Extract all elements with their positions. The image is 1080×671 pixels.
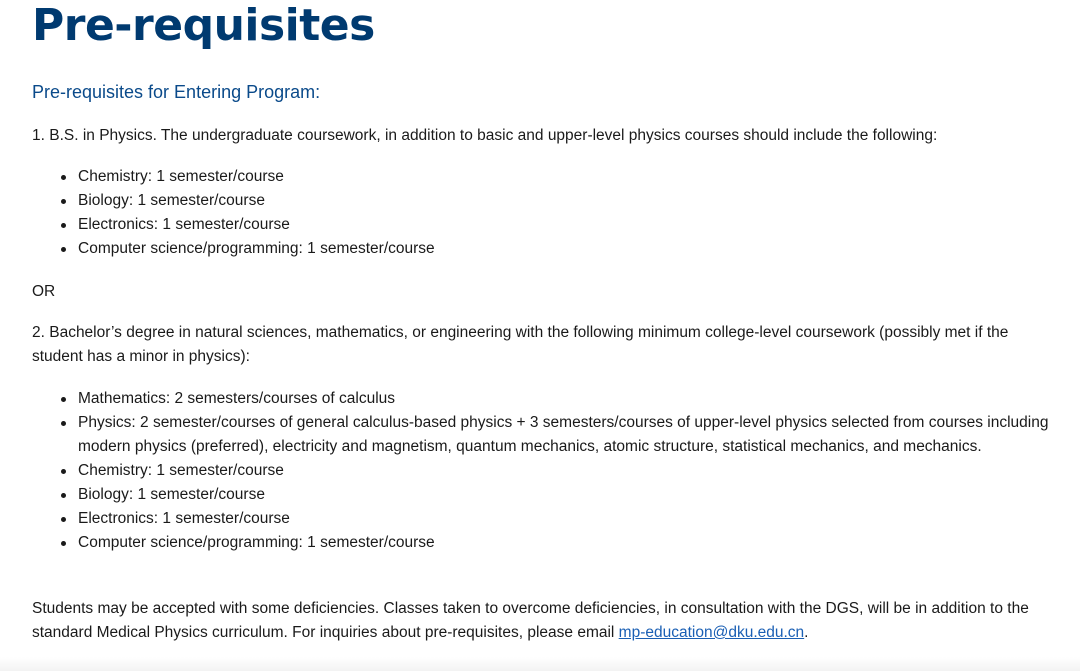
- or-separator: OR: [32, 283, 56, 300]
- option-2-list: [32, 387, 1078, 555]
- footer-text: Students may be accepted with some deficiencies. Classes taken to overcome deficiencies, in consultation with the DGS, will be in addition to the standard Medical Physics curriculum. For inquiries about pre-requisites, please email: [32, 600, 1029, 641]
- option-1-list: [32, 165, 1078, 261]
- page-title: Pre-requisites: [32, 0, 375, 51]
- list-item: Physics: 2 semester/courses of general calculus-based physics + 3 semesters/courses of upper-level physics selected from courses including modern physics (preferred), electricity and magnetism, quantum mechanics, atomic structure, statistical mechanics, and mechanics.: [78, 411, 1078, 459]
- footer-paragraph: [32, 597, 1057, 645]
- email-link[interactable]: mp-education@dku.edu.cn: [618, 624, 805, 641]
- list-item: Chemistry: 1 semester/course: [78, 165, 1078, 189]
- list-item: Electronics: 1 semester/course: [78, 507, 1078, 531]
- list-item: Biology: 1 semester/course: [78, 483, 1078, 507]
- list-item: Mathematics: 2 semesters/courses of calculus: [78, 387, 1078, 411]
- list-item: Computer science/programming: 1 semester/course: [78, 237, 1078, 261]
- list-item: Chemistry: 1 semester/course: [78, 459, 1078, 483]
- option-2-intro: 2. Bachelor’s degree in natural sciences, mathematics, or engineering with the following minimum college-level coursework (possibly met if the student has a minor in physics):: [32, 324, 1009, 365]
- list-item: Biology: 1 semester/course: [78, 189, 1078, 213]
- footer-end: .: [804, 624, 809, 641]
- list-item: Electronics: 1 semester/course: [78, 213, 1078, 237]
- list-item: Computer science/programming: 1 semester/course: [78, 531, 1078, 555]
- option-1-intro: 1. B.S. in Physics. The undergraduate coursework, in addition to basic and upper-level physics courses should include the following:: [32, 127, 938, 144]
- bottom-divider: [0, 657, 1080, 671]
- section-subtitle: Pre-requisites for Entering Program:: [32, 82, 321, 102]
